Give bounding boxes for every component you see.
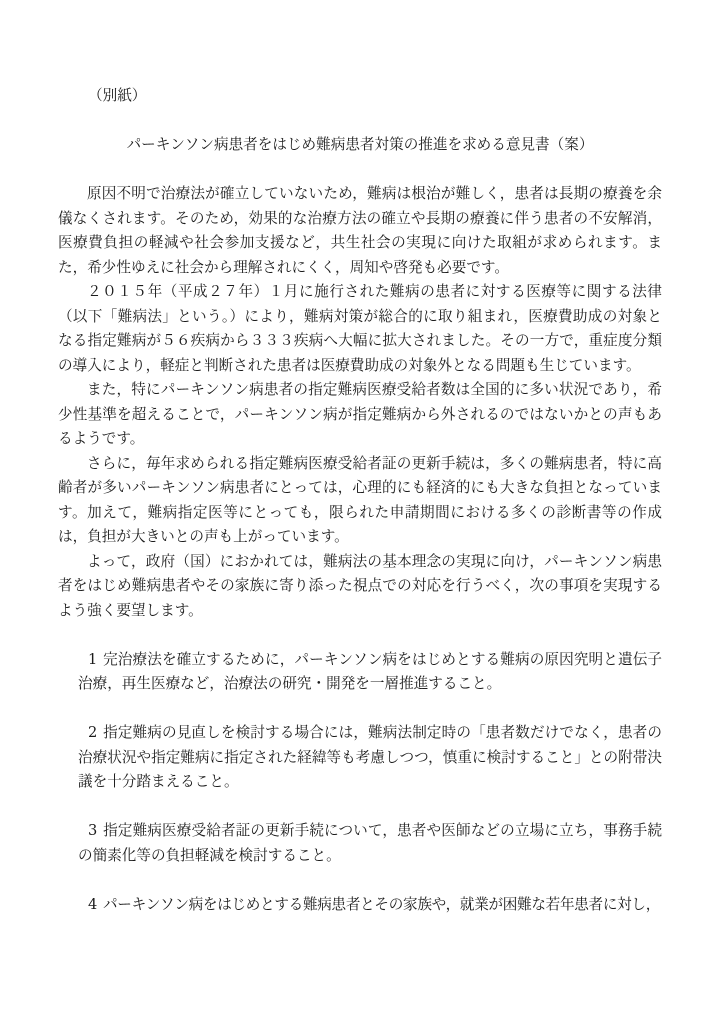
demand-list [58,648,662,918]
item-text-4: パーキンソン病をはじめとする難病患者とその家族や，就業が困難な若年患者に対し， [103,895,661,913]
paragraph-2: ２０１５年（平成２７年）１月に施行された難病の患者に対する医療等に関する法律（以下「難病法」という。）により，難病対策が総合的に取り組まれ，医療費助成の対象となる指定難病が５６疾病から３３３疾病へ大幅に拡大されました。その一方で，重症度分類の導入により，軽症と判断された患者は医療費助成の対象外となる問題も生じています。 [58,283,662,374]
item-text-3: 指定難病医療受給者証の更新手続について，患者や医師などの立場に立ち，事務手続の簡素化等の負担軽減を検討すること。 [78,822,662,864]
paragraph-5: よって，政府（国）におかれては，難病法の基本理念の実現に向け，パーキンソン病患者をはじめ難病患者やその家族に寄り添った視点での対応を行うべく，次の事項を実現するよう強く要望します。 [58,552,662,619]
page-title: パーキンソン病患者をはじめ難病患者対策の推進を求める意見書（案） [126,136,594,153]
item-text-1: 完治療法を確立するために，パーキンソン病をはじめとする難病の原因究明と遺伝子治療，再生医療など，治療法の研究・開発を一層推進すること。 [78,650,662,692]
item-number-1: 1 [88,650,98,668]
list-item-1 [58,648,662,697]
list-item-2 [58,721,662,795]
item-text-2: 指定難病の見直しを検討する場合には，難病法制定時の「患者数だけでなく，患者の治療状況や指定難病に指定された経緯等も考慮しつつ，慎重に検討すること」との附帯決議を十分踏まえること。 [78,724,662,790]
attachment-label: （別紙） [88,87,147,104]
list-item-4 [58,893,662,918]
paragraph-4: さらに，毎年求められる指定難病医療受給者証の更新手続は，多くの難病患者，特に高齢者が多いパーキンソン病患者にとっては，心理的にも経済的にも大きな負担となっています。加えて，難病指定医等にとっても，限られた申請期間における多くの診断書等の作成は，負担が大きいとの声も上がっています。 [58,454,662,545]
paragraph-1: 原因不明で治療法が確立していないため，難病は根治が難しく，患者は長期の療養を余儀なくされます。そのため，効果的な治療方法の確立や長期の療養に伴う患者の不安解消，医療費負担の軽減や社会参加支援など，共生社会の実現に向けた取組が求められます。また，希少性ゆえに社会から理解されにくく，周知や啓発も必要です。 [58,185,662,276]
document-body [58,182,662,623]
paragraph-3: また，特にパーキンソン病患者の指定難病医療受給者数は全国的に多い状況であり，希少性基準を超えることで，パーキンソン病が指定難病から外されるのではないかとの声もあるようです。 [58,381,662,447]
item-number-3: 3 [88,822,98,839]
item-number-4: 4 [88,895,97,913]
item-number-2: 2 [88,724,98,741]
list-item-3 [58,819,662,868]
